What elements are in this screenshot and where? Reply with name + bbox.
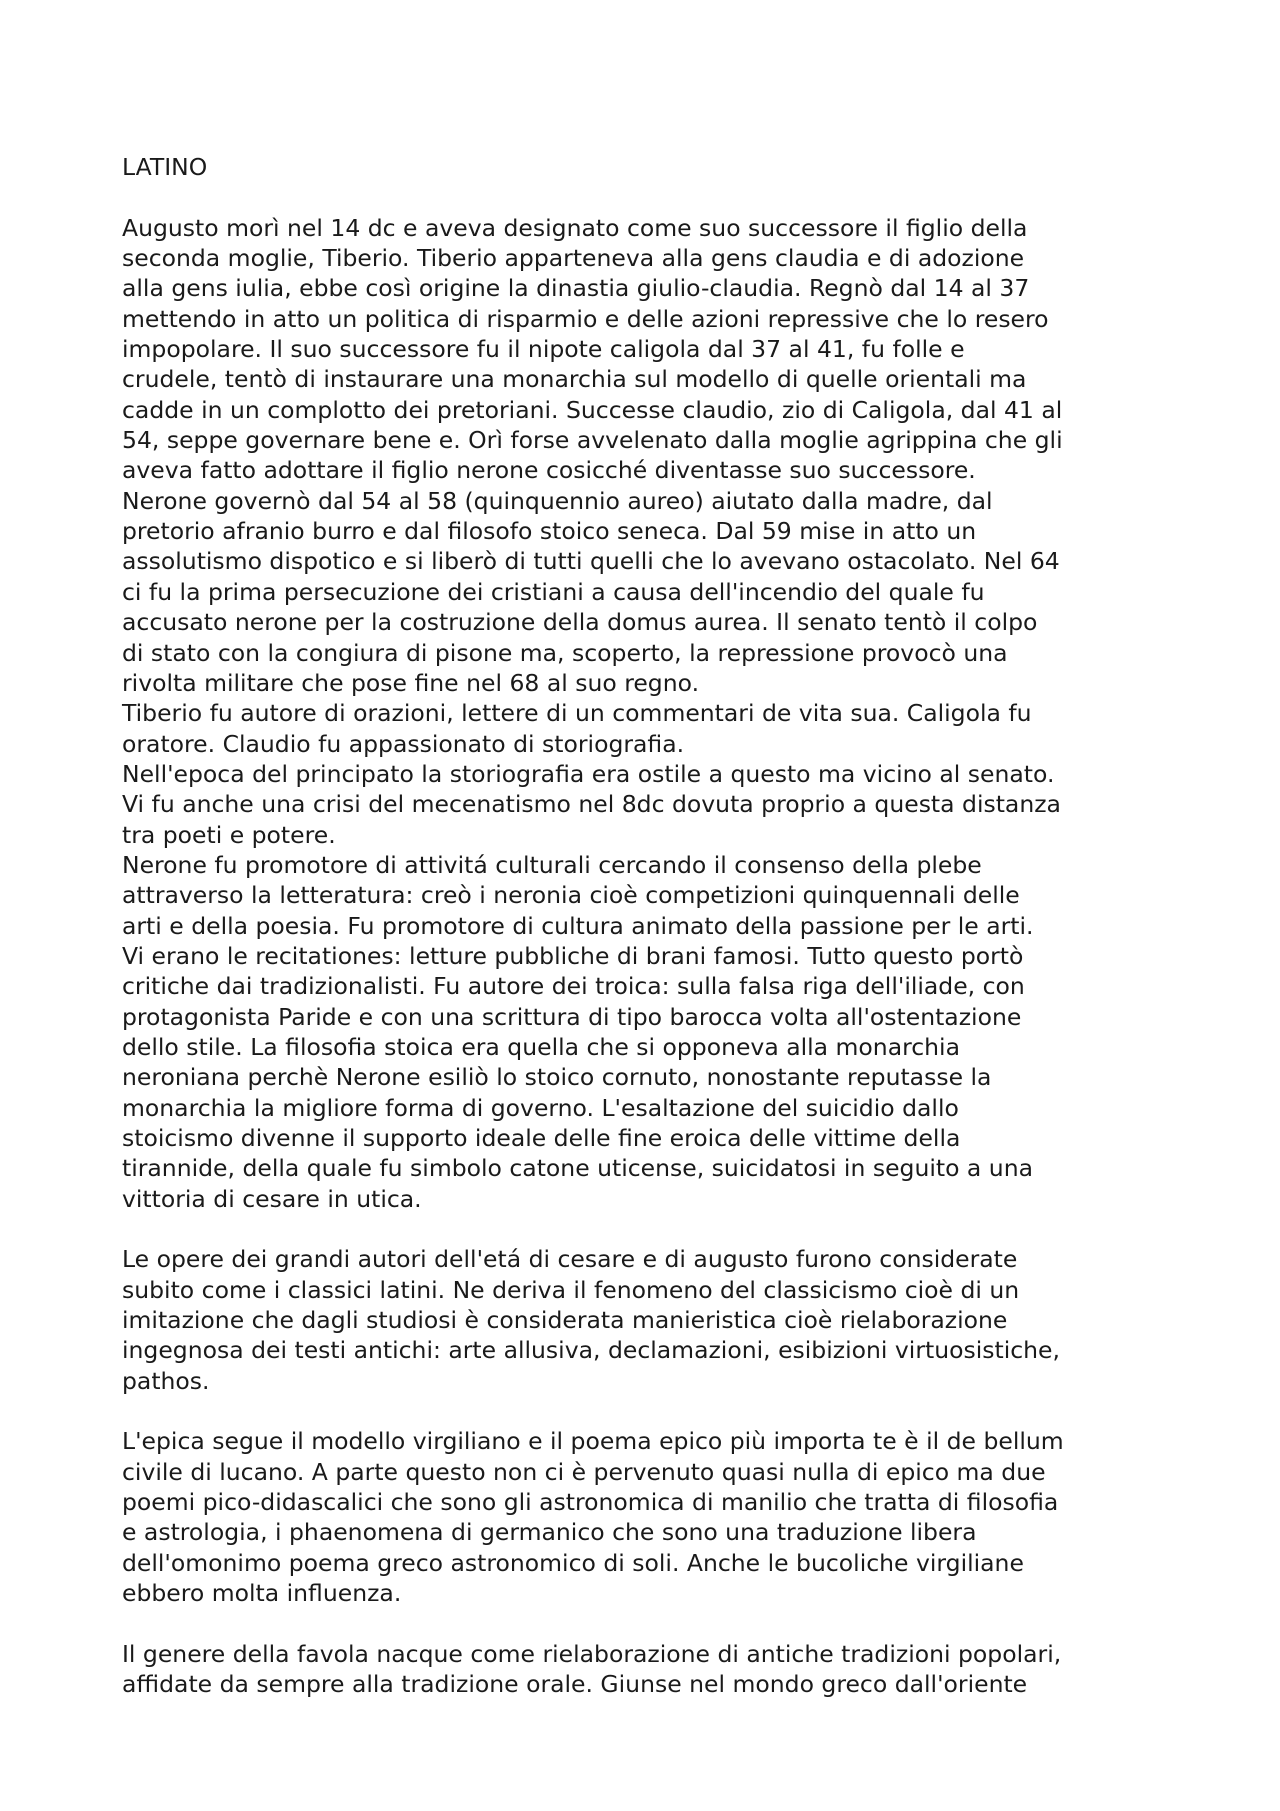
text-line: cadde in un complotto dei pretoriani. Successe claudio, zio di Caligola, dal 41 al	[122, 395, 1063, 424]
text-line: 54, seppe governare bene e. Orì forse avvelenato dalla moglie agrippina che gli	[122, 426, 1063, 455]
paragraph-list	[122, 213, 1182, 1700]
text-line: ingegnosa dei testi antichi: arte allusiva, declamazioni, esibizioni virtuosistiche,	[122, 1336, 1060, 1365]
blank-line	[122, 182, 1182, 212]
text-line: affidate da sempre alla tradizione orale. Giunse nel mondo greco dall'oriente	[122, 1670, 1028, 1699]
text-line: crudele, tentò di instaurare una monarchia sul modello di quelle orientali ma	[122, 365, 1027, 394]
blank-line	[122, 1214, 1182, 1244]
text-line: critiche dai tradizionalisti. Fu autore dei troica: sulla falsa riga dell'iliade, con	[122, 972, 1025, 1001]
text-line: seconda moglie, Tiberio. Tiberio apparteneva alla gens claudia e di adozione	[122, 244, 1025, 273]
blank-line	[122, 1609, 1182, 1639]
text-line: ci fu la prima persecuzione dei cristiani a causa dell'incendio del quale fu	[122, 577, 985, 606]
text-line: Nerone governò dal 54 al 58 (quinquennio aureo) aiutato dalla madre, dal	[122, 486, 993, 515]
text-line: neroniana perchè Nerone esiliò lo stoico cornuto, nonostante reputasse la	[122, 1063, 992, 1092]
text-line: monarchia la migliore forma di governo. L'esaltazione del suicidio dallo	[122, 1093, 959, 1122]
text-line: L'epica segue il modello virgiliano e il poema epico più importa te è il de bellum	[122, 1427, 1064, 1456]
paragraph	[122, 1244, 1182, 1396]
text-line: mettendo in atto un politica di risparmio e delle azioni repressive che lo resero	[122, 304, 1049, 333]
text-line: rivolta militare che pose fine nel 68 al suo regno.	[122, 668, 700, 697]
text-line: accusato nerone per la costruzione della domus aurea. Il senato tentò il colpo	[122, 608, 1038, 637]
text-line: vittoria di cesare in utica.	[122, 1184, 422, 1213]
text-line: Le opere dei grandi autori dell'etá di cesare e di augusto furono considerate	[122, 1245, 1018, 1274]
text-line: pretorio afranio burro e dal filosofo stoico seneca. Dal 59 mise in atto un	[122, 517, 977, 546]
text-line: pathos.	[122, 1366, 210, 1395]
text-line: Augusto morì nel 14 dc e aveva designato come suo successore il figlio della	[122, 213, 1028, 242]
paragraph	[122, 213, 1182, 1214]
text-line: assolutismo dispotico e si liberò di tutti quelli che lo avevano ostacolato. Nel 64	[122, 547, 1060, 576]
text-line: dello stile. La filosofia stoica era quella che si opponeva alla monarchia	[122, 1032, 960, 1061]
text-line: di stato con la congiura di pisone ma, scoperto, la repressione provocò una	[122, 638, 1008, 667]
text-line: Vi erano le recitationes: letture pubbliche di brani famosi. Tutto questo portò	[122, 941, 1024, 970]
text-line: subito come i classici latini. Ne deriva il fenomeno del classicismo cioè di un	[122, 1275, 1020, 1304]
document-body	[122, 152, 1182, 1700]
text-line: attraverso la letteratura: creò i neronia cioè competizioni quinquennali delle	[122, 881, 1020, 910]
text-line: tra poeti e potere.	[122, 820, 336, 849]
text-line: Tiberio fu autore di orazioni, lettere di un commentari de vita sua. Caligola fu	[122, 699, 1032, 728]
text-line: Vi fu anche una crisi del mecenatismo nel 8dc dovuta proprio a questa distanza	[122, 790, 1061, 819]
text-line: Nerone fu promotore di attivitá culturali cercando il consenso della plebe	[122, 850, 982, 879]
text-line: tirannide, della quale fu simbolo catone uticense, suicidatosi in seguito a una	[122, 1154, 1033, 1183]
text-line: Nell'epoca del principato la storiografia era ostile a questo ma vicino al senato.	[122, 759, 1055, 788]
paragraph	[122, 1639, 1182, 1700]
text-line: stoicismo divenne il supporto ideale delle fine eroica delle vittime della	[122, 1124, 961, 1152]
text-line: Il genere della favola nacque come rielaborazione di antiche tradizioni popolari,	[122, 1639, 1062, 1668]
text-line: oratore. Claudio fu appassionato di storiografia.	[122, 729, 685, 758]
text-line: alla gens iulia, ebbe così origine la dinastia giulio-claudia. Regnò dal 14 al 37	[122, 274, 1030, 303]
text-line: imitazione che dagli studiosi è considerata manieristica cioè rielaborazione	[122, 1306, 1008, 1335]
text-line: protagonista Paride e con una scrittura di tipo barocca volta all'ostentazione	[122, 1002, 1022, 1031]
text-line: poemi pico-didascalici che sono gli astronomica di manilio che tratta di filosofia	[122, 1488, 1059, 1517]
text-line: arti e della poesia. Fu promotore di cultura animato della passione per le arti.	[122, 911, 1034, 940]
text-line: dell'omonimo poema greco astronomico di soli. Anche le bucoliche virgiliane	[122, 1548, 1024, 1577]
blank-line	[122, 1396, 1182, 1426]
text-line: ebbero molta influenza.	[122, 1579, 402, 1608]
document-title: LATINO	[122, 153, 208, 181]
text-line: aveva fatto adottare il figlio nerone cosicché diventasse suo successore.	[122, 456, 976, 485]
text-line: civile di lucano. A parte questo non ci è pervenuto quasi nulla di epico ma due	[122, 1457, 1046, 1486]
text-line: impopolare. Il suo successore fu il nipote caligola dal 37 al 41, fu folle e	[122, 335, 965, 364]
text-line: e astrologia, i phaenomena di germanico che sono una traduzione libera	[122, 1518, 977, 1547]
paragraph	[122, 1426, 1182, 1608]
